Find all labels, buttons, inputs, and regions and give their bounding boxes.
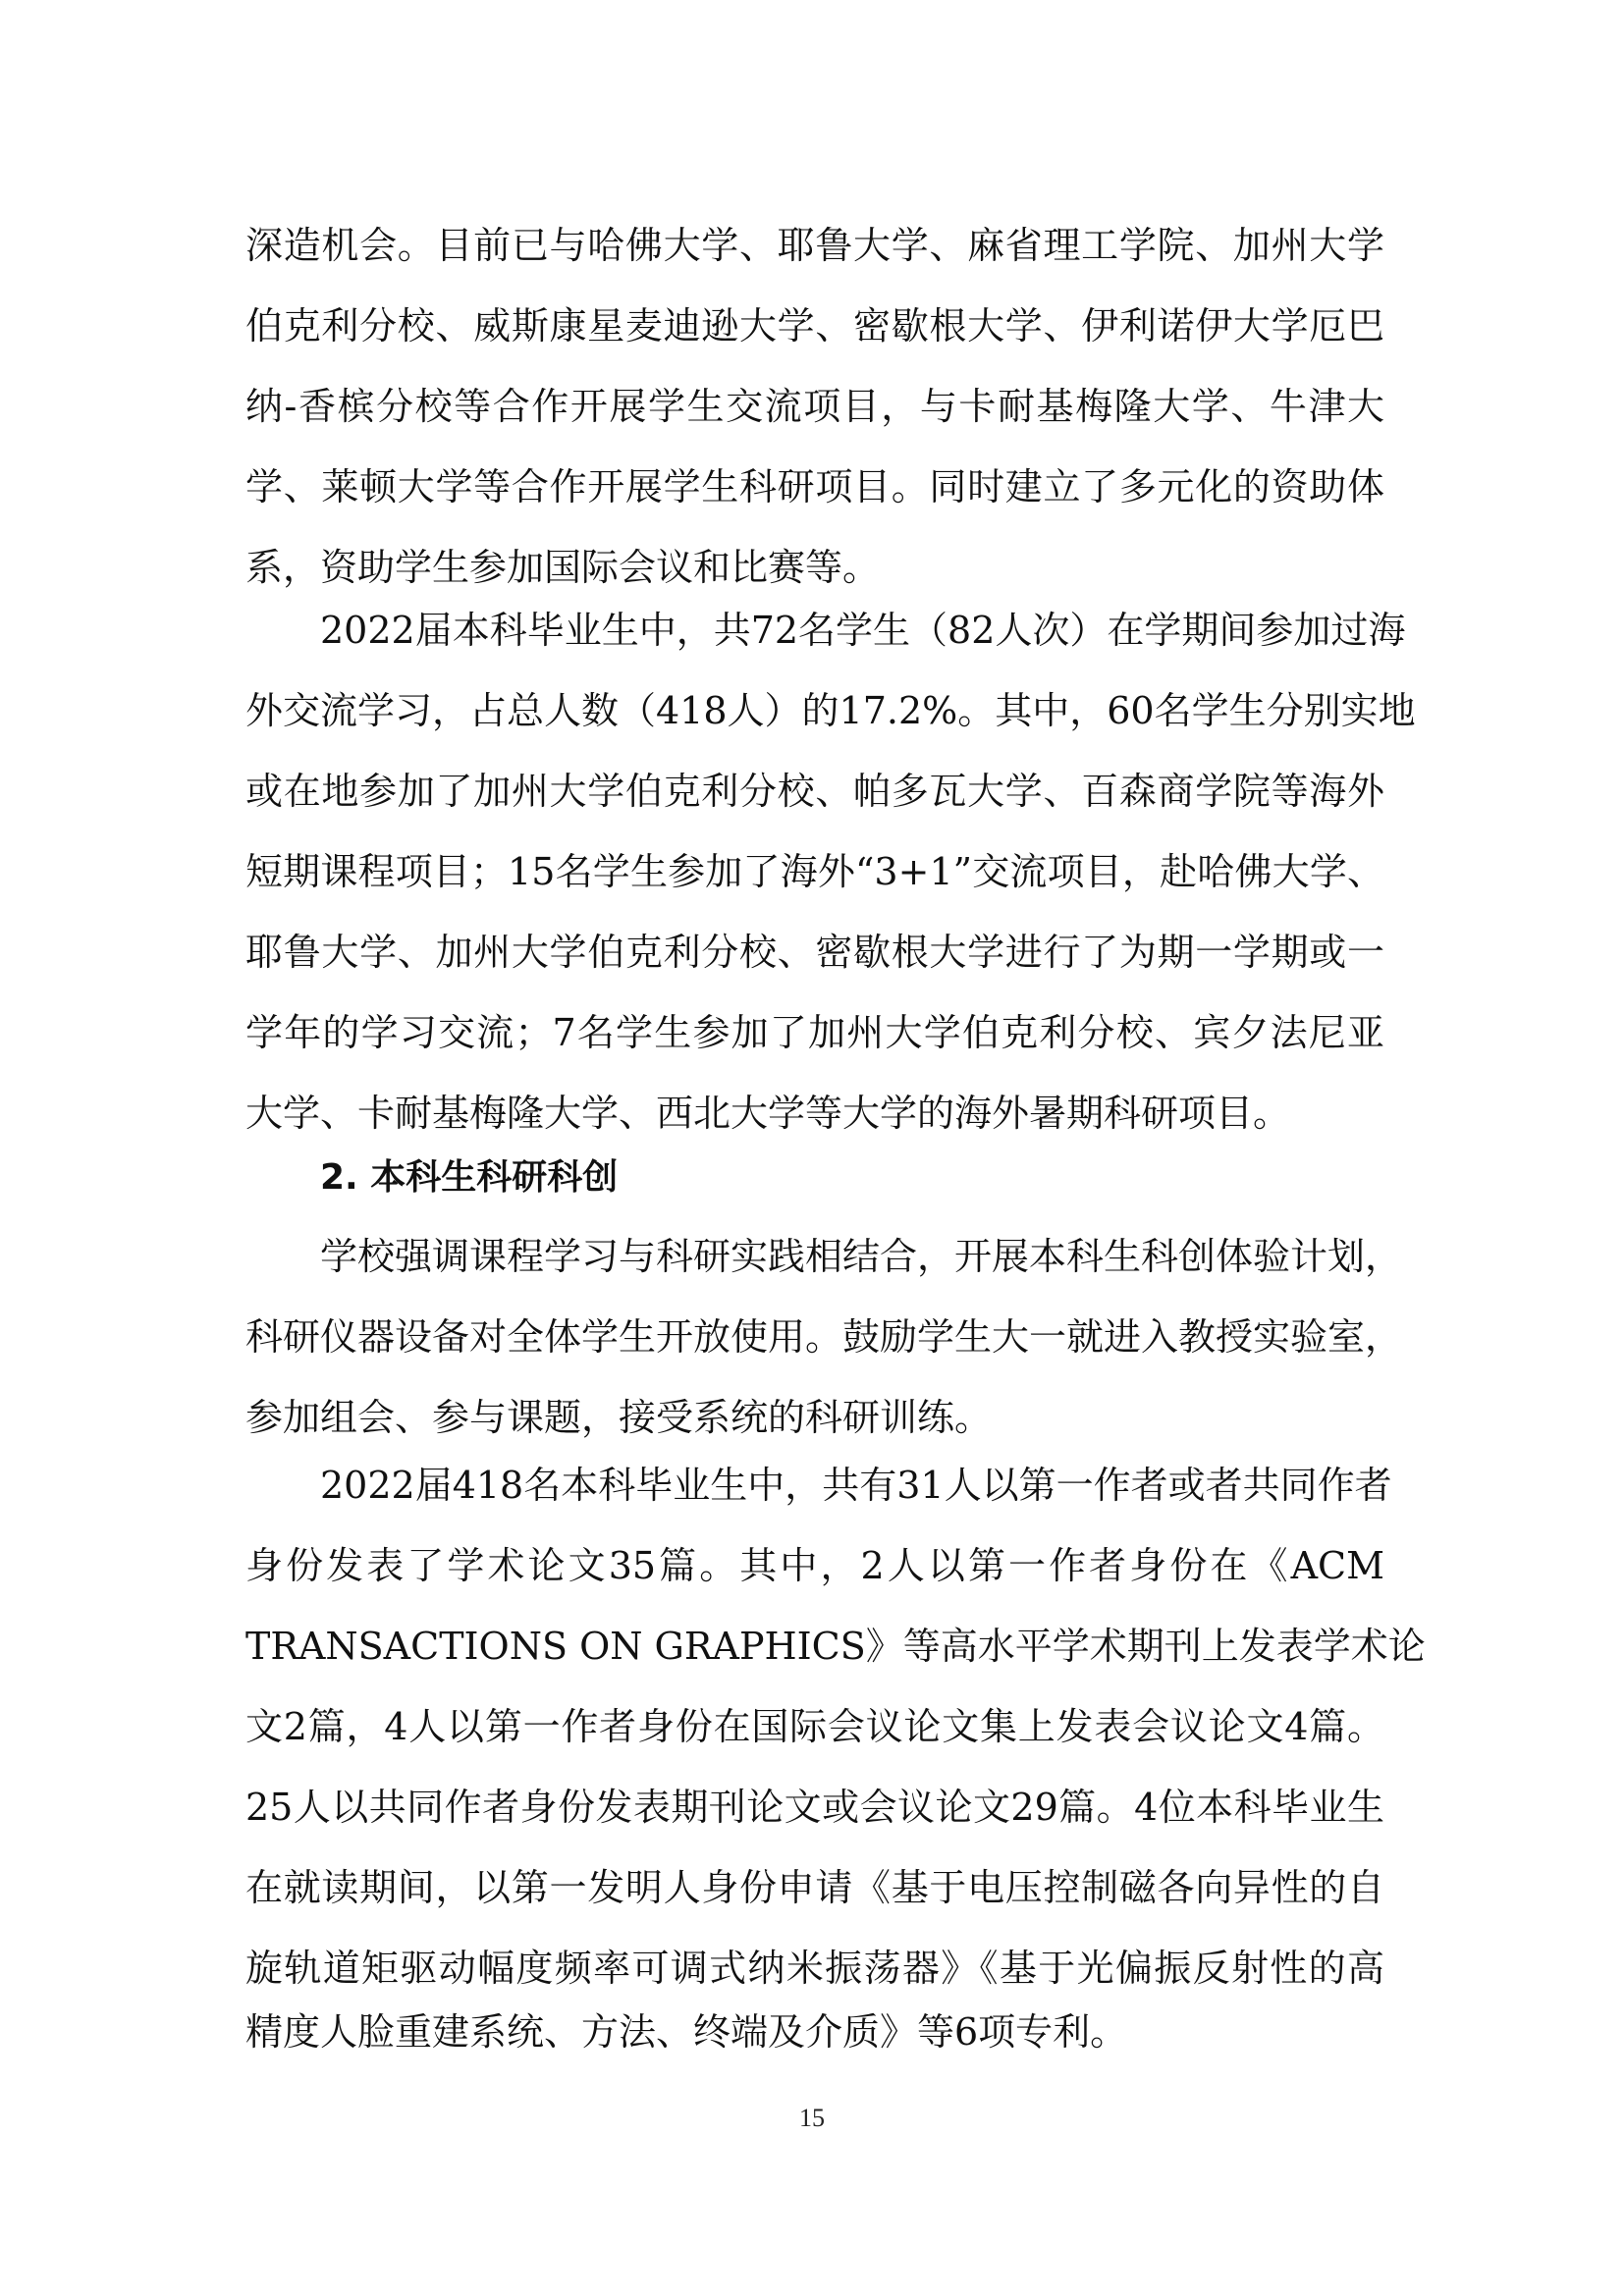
paragraph-line: 旋轨道矩驱动幅度频率可调式纳米振荡器》《基于光偏振反射性的高 [245,1947,1384,1990]
paragraph-line: 精度人脸重建系统、方法、终端及介质》等6项专利。 [245,2010,1128,2054]
paragraph-line: 外交流学习，占总人数（418人）的17.2%。其中，60名学生分别实地 [245,689,1416,732]
paragraph-first-line: 学校强调课程学习与科研实践相结合，开展本科生科创体验计划， [320,1235,1403,1278]
paragraph-line: 短期课程项目；15名学生参加了海外“3+1”交流项目，赴哈佛大学、 [245,850,1384,893]
paragraph-first-line: 2022届418名本科毕业生中，共有31人以第一作者或者共同作者 [320,1464,1392,1507]
paragraph-first-line: 2022届本科毕业生中，共72名学生（82人次）在学期间参加过海 [320,609,1406,652]
paragraph-line: 参加组会、参与课题，接受系统的科研训练。 [245,1396,993,1439]
paragraph-line: 学、莱顿大学等合作开展学生科研项目。同时建立了多元化的资助体 [245,465,1384,508]
paragraph-line: 科研仪器设备对全体学生开放使用。鼓励学生大一就进入教授实验室， [245,1315,1403,1359]
paragraph-line: 伯克利分校、威斯康星麦迪逊大学、密歇根大学、伊利诺伊大学厄巴 [245,304,1384,347]
paragraph-line: 身份发表了学术论文35篇。其中，2人以第一作者身份在《ACM [245,1544,1384,1587]
paragraph-line: 纳-香槟分校等合作开展学生交流项目，与卡耐基梅隆大学、牛津大 [245,385,1384,428]
paragraph-line: TRANSACTIONS ON GRAPHICS》等高水平学术期刊上发表学术论 [245,1625,1426,1668]
paragraph-line: 文2篇，4人以第一作者身份在国际会议论文集上发表会议论文4篇。 [245,1705,1384,1748]
paragraph-line: 系，资助学生参加国际会议和比赛等。 [245,546,881,589]
page-number: 15 [799,2104,825,2132]
paragraph-line: 在就读期间，以第一发明人身份申请《基于电压控制磁各向异性的自 [245,1866,1384,1909]
section-heading: 2. 本科生科研科创 [320,1157,619,1198]
paragraph-line: 耶鲁大学、加州大学伯克利分校、密歇根大学进行了为期一学期或一 [245,931,1384,974]
paragraph-line: 学年的学习交流；7名学生参加了加州大学伯克利分校、宾夕法尼亚 [245,1011,1384,1054]
paragraph-line: 25人以共同作者身份发表期刊论文或会议论文29篇。4位本科毕业生 [245,1786,1384,1829]
paragraph-line: 深造机会。目前已与哈佛大学、耶鲁大学、麻省理工学院、加州大学 [245,224,1384,267]
paragraph-line: 或在地参加了加州大学伯克利分校、帕多瓦大学、百森商学院等海外 [245,770,1384,813]
paragraph-line: 大学、卡耐基梅隆大学、西北大学等大学的海外暑期科研项目。 [245,1092,1291,1135]
